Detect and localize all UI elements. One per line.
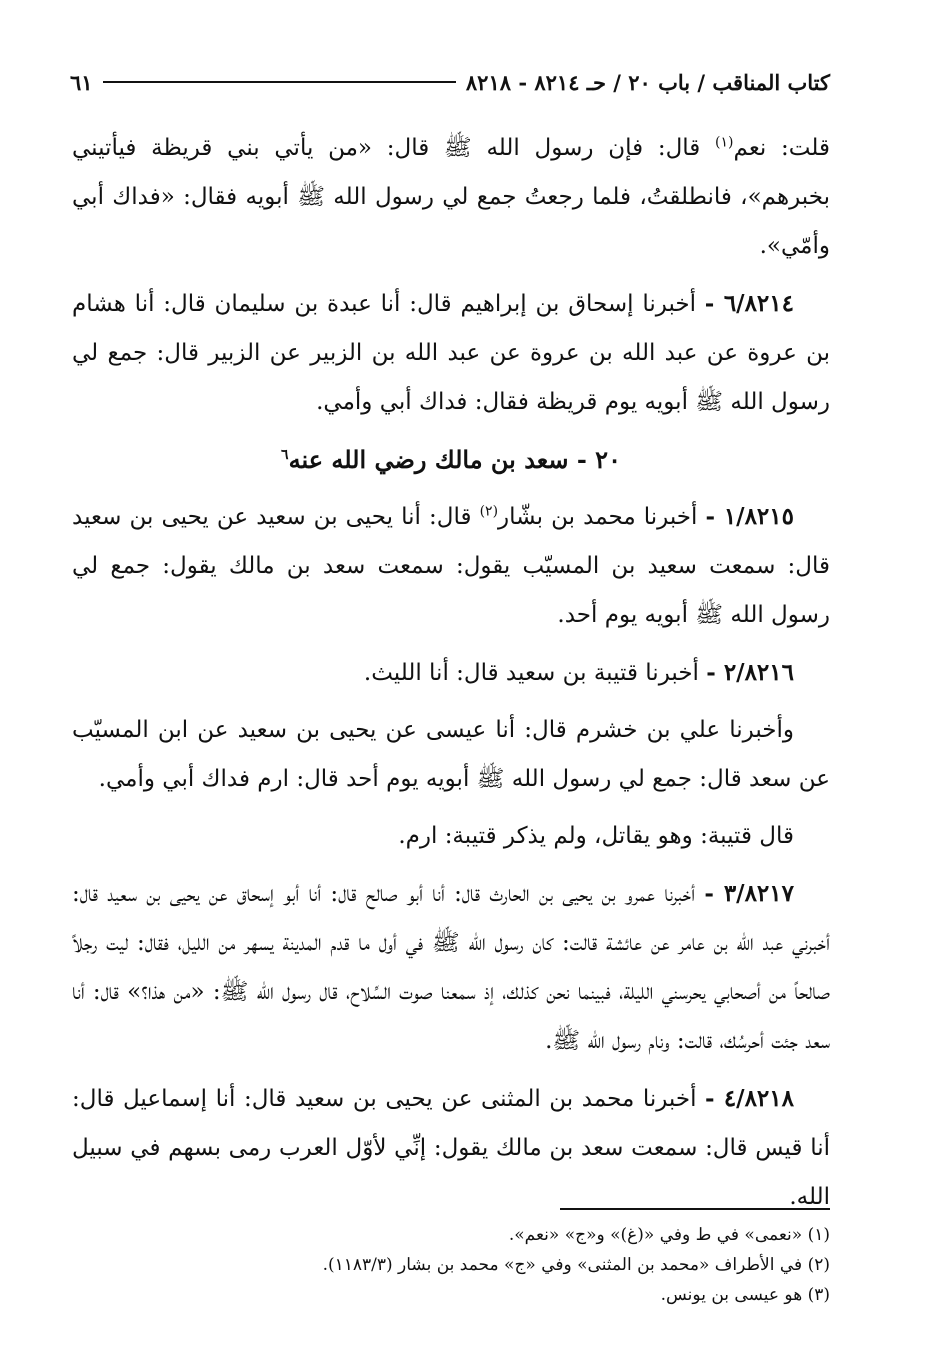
hadith-number: ٢/٨٢١٦ - (706, 659, 794, 686)
hadith-8216 (72, 648, 830, 698)
hadith-text: أخبرنا عمرو بن يحيى بن الحارث قال: أنا أبو صالح قال: أنا أبو إسحاق عن يحيى بن سعيد قال: أخبرني عبد الله بن عامر عن عائشة قالت: كان رسول الله ﷺ في أول ما قدم المدينة يسهر من الليل، فقال: ليت رجلاً صالحاً من أصحابي يحرسني الليلة، فبينما نحن كذلك، إذ سمعنا صوت السِّلاح، قال رسول الله ﷺ: «من هذا؟» قال: أنا سعد جئت أحرسُك، قالت: ونام رسول الله ﷺ. (72, 881, 830, 1054)
hadith-8217 (72, 869, 830, 1066)
intro-rest: قال: فإن رسول الله ﷺ قال: «من يأتي بني قريظة فيأتيني بخبرهم»، فانطلقتُ، فلما رجعتُ جمع لي رسول الله ﷺ أبويه فقال: «فداك أبي وأمّي». (72, 135, 830, 259)
hadith-8215 (72, 492, 830, 640)
hadith-text-rest: قال: أنا يحيى بن سعيد عن يحيى بن سعيد قال: سمعت سعيد بن المسيّب يقول: سمعت سعد بن مالك يقول: جمع لي رسول الله ﷺ أبويه يوم أحد. (72, 504, 830, 628)
hadith-number: ١/٨٢١٥ - (705, 503, 794, 530)
hadith-number: ٣/٨٢١٧ - (704, 880, 794, 907)
intro-text: قلت: نعم (733, 135, 830, 161)
hadith-number: ٦/٨٢١٤ - (704, 290, 794, 317)
main-text (72, 124, 830, 1230)
footnote-ref-2: (٢) (479, 503, 499, 520)
footnote-3: (٣) هو عيسى بن يونس. (660, 1285, 830, 1305)
hadith-8214 (72, 279, 830, 427)
footnote-2: (٢) في الأطراف «محمد بن المثنى» وفي «ج» محمد بن بشار (١١٨٣/٣). (322, 1255, 830, 1275)
hadith-text: أخبرنا قتيبة بن سعيد قال: أنا الليث. (363, 660, 707, 686)
hadith-8218 (72, 1074, 830, 1222)
section-title: ٢٠ - سعد بن مالك رضي الله عنه (288, 445, 621, 474)
hadith-8216-chain: وأخبرنا علي بن خشرم قال: أنا عيسى عن يحيى بن سعيد عن ابن المسيّب عن سعد قال: جمع لي رسول الله ﷺ أبويه يوم أحد قال: ارم فداك أبي وأمي. (72, 717, 830, 792)
running-header (70, 62, 830, 102)
hadith-8216-note: قال قتيبة: وهو يقاتل، ولم يذكر قتيبة: ارم. (398, 823, 794, 849)
paragraph-intro (72, 124, 830, 271)
section-note: ٦ (281, 447, 289, 463)
footnote-1: (١) «نعمى» في ط وفي «(غ)» و«ج» «نعم». (508, 1225, 830, 1245)
hadith-text: أخبرنا محمد بن بشّار (498, 504, 706, 530)
header-title: كتاب المناقب / باب ٢٠ / حـ ٨٢١٤ - ٨٢١٨ (465, 69, 830, 95)
footnotes (72, 1220, 830, 1310)
hadith-text: أخبرنا إسحاق بن إبراهيم قال: أنا عبدة بن سليمان قال: أنا هشام بن عروة عن عبد الله بن عروة عن عبد الله بن الزبير عن الزبير قال: جمع لي رسول الله ﷺ أبويه يوم قريظة فقال: فداك أبي وأمي. (72, 291, 830, 415)
page-number: ٦١ (70, 69, 93, 95)
footnote-ref-1: (١) (715, 134, 734, 151)
section-heading (72, 435, 830, 484)
hadith-text: أخبرنا محمد بن المثنى عن يحيى بن سعيد قال: أنا إسماعيل قال: أنا قيس قال: سمعت سعد بن مالك يقول: إنِّي لأوّل العرب رمى بسهم في سبيل الله. (72, 1086, 830, 1210)
header-rule (103, 81, 456, 83)
footnote-rule (560, 1208, 830, 1210)
hadith-number: ٤/٨٢١٨ - (705, 1085, 794, 1112)
